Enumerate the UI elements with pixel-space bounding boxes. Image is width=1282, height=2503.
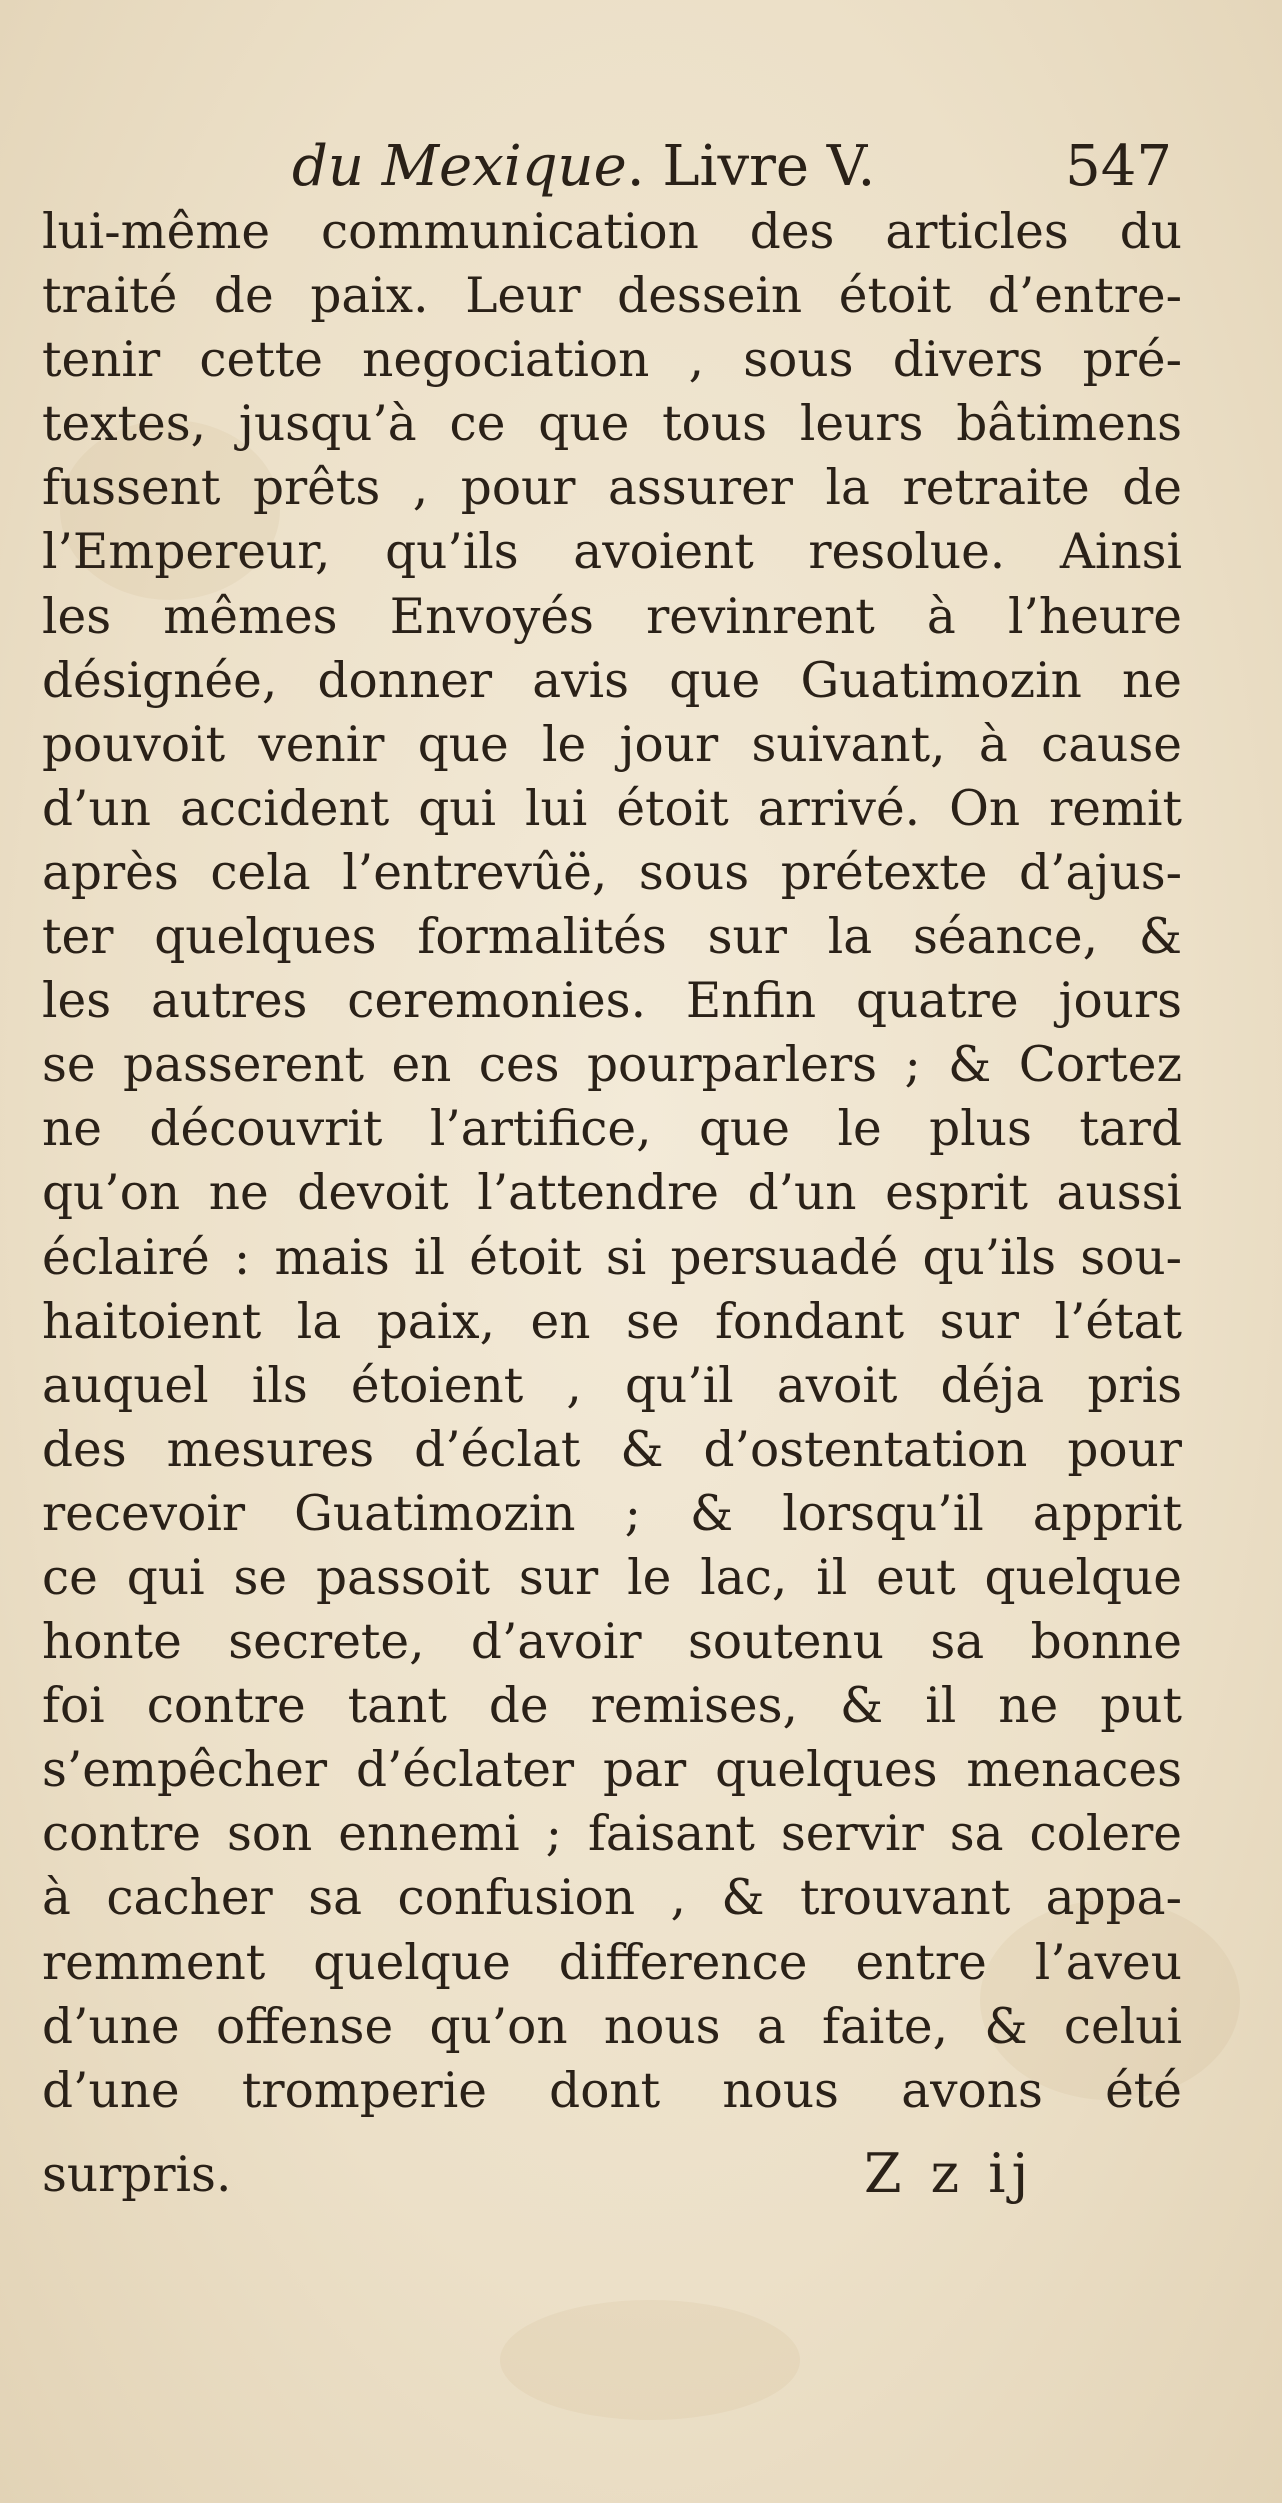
page-header: [292, 132, 1172, 202]
text-line: foi contre tant de remises, & il ne put: [42, 1678, 1182, 1735]
text-line: pouvoit venir que le jour suivant, à cause: [42, 716, 1182, 773]
text-line: textes, jusqu’à ce que tous leurs bâtimens: [42, 396, 1182, 453]
running-title: du Mexique: [292, 134, 627, 199]
text-line: à cacher sa confusion , & trouvant appa-: [42, 1870, 1182, 1927]
text-line: s’empêcher d’éclater par quelques menaces: [42, 1742, 1182, 1799]
text-line: les mêmes Envoyés revinrent à l’heure: [42, 588, 1182, 645]
running-head: [292, 132, 875, 202]
text-line: ne découvrit l’artifice, que le plus tard: [42, 1101, 1182, 1158]
text-line: d’une offense qu’on nous a faite, & celui: [42, 1998, 1182, 2055]
text-line: fussent prêts , pour assurer la retraite de: [42, 460, 1182, 517]
text-line: après cela l’entrevûë, sous prétexte d’ajus-: [42, 844, 1182, 901]
text-line: lui-même communication des articles du: [42, 204, 1182, 260]
text-line: d’un accident qui lui étoit arrivé. On remit: [42, 780, 1182, 837]
page-footer: [42, 2143, 1182, 2213]
signature-mark: Z z ij: [864, 2142, 1035, 2205]
text-line: qu’on ne devoit l’attendre d’un esprit aussi: [42, 1165, 1182, 1222]
text-line: contre son ennemi ; faisant servir sa colere: [42, 1806, 1182, 1863]
text-line: des mesures d’éclat & d’ostentation pour: [42, 1421, 1182, 1478]
text-line: d’une tromperie dont nous avons été: [42, 2062, 1182, 2119]
text-line: ter quelques formalités sur la séance, &: [42, 909, 1182, 966]
text-line: auquel ils étoient , qu’il avoit déja pris: [42, 1357, 1182, 1414]
text-line: se passerent en ces pourparlers ; & Cortez: [42, 1037, 1182, 1094]
text-line: traité de paix. Leur dessein étoit d’entre-: [42, 268, 1182, 325]
text-line: honte secrete, d’avoir soutenu sa bonne: [42, 1614, 1182, 1671]
text-line: haitoient la paix, en se fondant sur l’état: [42, 1293, 1182, 1350]
text-line: tenir cette negociation , sous divers pré-: [42, 332, 1182, 389]
text-line: recevoir Guatimozin ; & lorsqu’il apprit: [42, 1485, 1182, 1542]
text-line: ce qui se passoit sur le lac, il eut quelque: [42, 1549, 1182, 1606]
final-word: surpris.: [42, 2147, 232, 2203]
running-title-book: . Livre V.: [626, 134, 876, 199]
body-text: [42, 200, 1182, 2123]
page-number: 547: [1065, 134, 1172, 199]
text-line: remment quelque difference entre l’aveu: [42, 1934, 1182, 1991]
text-line: les autres ceremonies. Enfin quatre jours: [42, 973, 1182, 1030]
paper-stain: [500, 2300, 800, 2420]
text-line: éclairé : mais il étoit si persuadé qu’ils sou-: [42, 1229, 1182, 1286]
text-line: l’Empereur, qu’ils avoient resolue. Ainsi: [42, 524, 1182, 581]
text-line: désignée, donner avis que Guatimozin ne: [42, 652, 1182, 709]
